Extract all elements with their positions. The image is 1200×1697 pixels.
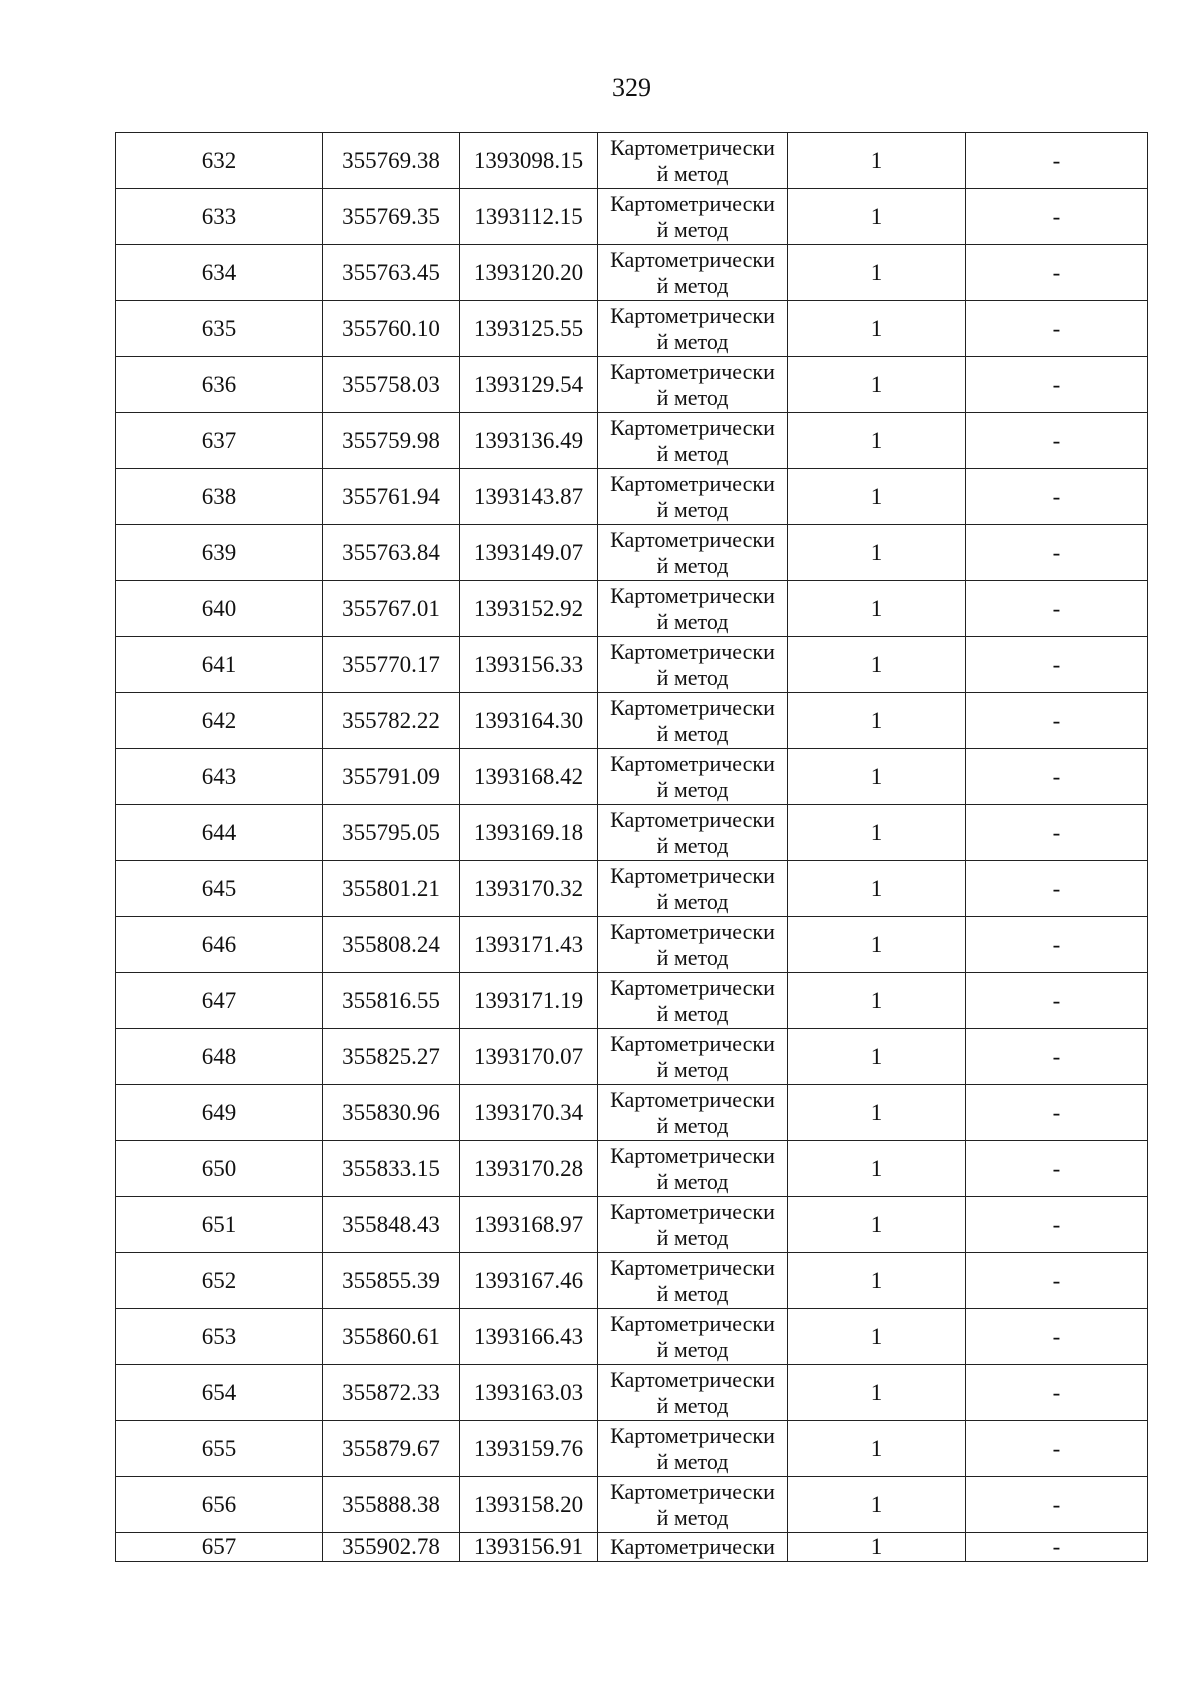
note-cell: - xyxy=(966,1309,1148,1365)
method-text-line2: й метод xyxy=(656,608,729,634)
method-cell xyxy=(598,637,788,693)
precision-cell: 1 xyxy=(788,525,966,581)
y-coordinate-cell: 1393164.30 xyxy=(460,693,598,749)
x-coordinate-cell: 355770.17 xyxy=(323,637,460,693)
method-cell xyxy=(598,469,788,525)
table-row xyxy=(116,973,1148,1029)
y-coordinate-cell: 1393163.03 xyxy=(460,1365,598,1421)
note-cell: - xyxy=(966,245,1148,301)
method-text-line1: Картометрически xyxy=(610,694,775,720)
method-text-line2: й метод xyxy=(656,720,729,746)
note-cell: - xyxy=(966,749,1148,805)
x-coordinate-cell: 355855.39 xyxy=(323,1253,460,1309)
precision-cell: 1 xyxy=(788,1197,966,1253)
method-cell xyxy=(598,1085,788,1141)
note-cell: - xyxy=(966,973,1148,1029)
y-coordinate-cell: 1393152.92 xyxy=(460,581,598,637)
method-text-line1: Картометрически xyxy=(610,1254,775,1280)
y-coordinate-cell: 1393168.97 xyxy=(460,1197,598,1253)
x-coordinate-cell: 355769.35 xyxy=(323,189,460,245)
point-number-cell: 640 xyxy=(116,581,323,637)
method-text-line2: й метод xyxy=(656,272,729,298)
point-number-cell: 647 xyxy=(116,973,323,1029)
x-coordinate-cell: 355825.27 xyxy=(323,1029,460,1085)
method-text-line1: Картометрически xyxy=(610,1198,775,1224)
note-cell: - xyxy=(966,1477,1148,1533)
method-cell xyxy=(598,1477,788,1533)
x-coordinate-cell: 355791.09 xyxy=(323,749,460,805)
y-coordinate-cell: 1393156.33 xyxy=(460,637,598,693)
x-coordinate-cell: 355758.03 xyxy=(323,357,460,413)
table-row xyxy=(116,525,1148,581)
note-cell: - xyxy=(966,1085,1148,1141)
method-text-line2: й метод xyxy=(656,1112,729,1138)
method-text-line2: й метод xyxy=(656,1224,729,1250)
precision-cell: 1 xyxy=(788,189,966,245)
point-number-cell: 636 xyxy=(116,357,323,413)
y-coordinate-cell: 1393120.20 xyxy=(460,245,598,301)
x-coordinate-cell: 355888.38 xyxy=(323,1477,460,1533)
note-cell: - xyxy=(966,917,1148,973)
point-number-cell: 632 xyxy=(116,133,323,189)
page-number: 329 xyxy=(612,73,651,102)
method-text-line2: й метод xyxy=(656,216,729,242)
method-text-line1: Картометрически xyxy=(610,134,775,160)
note-cell: - xyxy=(966,413,1148,469)
x-coordinate-cell: 355760.10 xyxy=(323,301,460,357)
method-text-line2: й метод xyxy=(656,832,729,858)
point-number-cell: 652 xyxy=(116,1253,323,1309)
point-number-cell: 642 xyxy=(116,693,323,749)
method-text-line2: й метод xyxy=(656,888,729,914)
method-text-line2: й метод xyxy=(656,776,729,802)
precision-cell: 1 xyxy=(788,917,966,973)
table-row xyxy=(116,357,1148,413)
precision-cell: 1 xyxy=(788,1029,966,1085)
method-cell xyxy=(598,301,788,357)
y-coordinate-cell: 1393112.15 xyxy=(460,189,598,245)
y-coordinate-cell: 1393156.91 xyxy=(460,1533,598,1562)
y-coordinate-cell: 1393170.07 xyxy=(460,1029,598,1085)
precision-cell: 1 xyxy=(788,805,966,861)
coordinates-table xyxy=(115,132,1148,1562)
method-text-line2: й метод xyxy=(656,552,729,578)
method-cell xyxy=(598,973,788,1029)
point-number-cell: 654 xyxy=(116,1365,323,1421)
point-number-cell: 651 xyxy=(116,1197,323,1253)
table-row xyxy=(116,749,1148,805)
table-row xyxy=(116,1141,1148,1197)
x-coordinate-cell: 355795.05 xyxy=(323,805,460,861)
x-coordinate-cell: 355763.84 xyxy=(323,525,460,581)
precision-cell: 1 xyxy=(788,637,966,693)
method-text-line1: Картометрически xyxy=(610,974,775,1000)
table-row xyxy=(116,1421,1148,1477)
table-row xyxy=(116,1309,1148,1365)
x-coordinate-cell: 355879.67 xyxy=(323,1421,460,1477)
point-number-cell: 643 xyxy=(116,749,323,805)
table-row xyxy=(116,245,1148,301)
y-coordinate-cell: 1393167.46 xyxy=(460,1253,598,1309)
x-coordinate-cell: 355763.45 xyxy=(323,245,460,301)
note-cell: - xyxy=(966,1029,1148,1085)
method-text-line1: Картометрически xyxy=(610,1086,775,1112)
method-text-line2: й метод xyxy=(656,496,729,522)
y-coordinate-cell: 1393171.19 xyxy=(460,973,598,1029)
y-coordinate-cell: 1393170.32 xyxy=(460,861,598,917)
note-cell: - xyxy=(966,357,1148,413)
point-number-cell: 634 xyxy=(116,245,323,301)
table-row xyxy=(116,805,1148,861)
precision-cell: 1 xyxy=(788,973,966,1029)
method-cell xyxy=(598,1029,788,1085)
point-number-cell: 648 xyxy=(116,1029,323,1085)
note-cell: - xyxy=(966,1533,1148,1562)
x-coordinate-cell: 355860.61 xyxy=(323,1309,460,1365)
method-cell xyxy=(598,1365,788,1421)
method-text-line2: й метод xyxy=(656,1056,729,1082)
method-text-line2: й метод xyxy=(656,944,729,970)
method-text-line1: Картометрически xyxy=(610,582,775,608)
x-coordinate-cell: 355767.01 xyxy=(323,581,460,637)
method-text-line2: й метод xyxy=(656,1392,729,1418)
method-text-line1: Картометрически xyxy=(610,358,775,384)
method-cell xyxy=(598,525,788,581)
y-coordinate-cell: 1393170.28 xyxy=(460,1141,598,1197)
x-coordinate-cell: 355808.24 xyxy=(323,917,460,973)
y-coordinate-cell: 1393129.54 xyxy=(460,357,598,413)
method-text-line1: Картометрически xyxy=(610,1030,775,1056)
point-number-cell: 646 xyxy=(116,917,323,973)
method-text-line1: Картометрически xyxy=(610,806,775,832)
precision-cell: 1 xyxy=(788,245,966,301)
note-cell: - xyxy=(966,637,1148,693)
precision-cell: 1 xyxy=(788,1365,966,1421)
precision-cell: 1 xyxy=(788,581,966,637)
method-text-line1: Картометрически xyxy=(610,246,775,272)
table-row xyxy=(116,301,1148,357)
method-text-line1: Картометрически xyxy=(610,862,775,888)
method-cell xyxy=(598,1533,788,1562)
y-coordinate-cell: 1393169.18 xyxy=(460,805,598,861)
method-cell xyxy=(598,861,788,917)
table-body xyxy=(116,133,1148,1562)
method-text-line1: Картометрически xyxy=(610,190,775,216)
note-cell: - xyxy=(966,861,1148,917)
table-row xyxy=(116,413,1148,469)
note-cell: - xyxy=(966,1421,1148,1477)
y-coordinate-cell: 1393170.34 xyxy=(460,1085,598,1141)
method-text-line2: й метод xyxy=(656,664,729,690)
y-coordinate-cell: 1393098.15 xyxy=(460,133,598,189)
method-cell xyxy=(598,693,788,749)
method-text-line2: й метод xyxy=(656,384,729,410)
table-row xyxy=(116,1029,1148,1085)
method-cell xyxy=(598,1309,788,1365)
y-coordinate-cell: 1393159.76 xyxy=(460,1421,598,1477)
note-cell: - xyxy=(966,581,1148,637)
method-text-line1: Картометрически xyxy=(610,918,775,944)
note-cell: - xyxy=(966,1141,1148,1197)
method-text-line1: Картометрически xyxy=(610,414,775,440)
table-row xyxy=(116,693,1148,749)
method-text-line2: й метод xyxy=(656,1000,729,1026)
note-cell: - xyxy=(966,469,1148,525)
method-cell xyxy=(598,1253,788,1309)
x-coordinate-cell: 355801.21 xyxy=(323,861,460,917)
method-cell xyxy=(598,917,788,973)
method-text-line1: Картометрически xyxy=(610,1534,775,1559)
point-number-cell: 645 xyxy=(116,861,323,917)
precision-cell: 1 xyxy=(788,413,966,469)
point-number-cell: 635 xyxy=(116,301,323,357)
precision-cell: 1 xyxy=(788,693,966,749)
y-coordinate-cell: 1393171.43 xyxy=(460,917,598,973)
point-number-cell: 638 xyxy=(116,469,323,525)
x-coordinate-cell: 355769.38 xyxy=(323,133,460,189)
note-cell: - xyxy=(966,1197,1148,1253)
table-row xyxy=(116,1477,1148,1533)
method-text-line2: й метод xyxy=(656,440,729,466)
point-number-cell: 633 xyxy=(116,189,323,245)
table-row xyxy=(116,861,1148,917)
method-text-line2: й метод xyxy=(656,1448,729,1474)
method-text-line2: й метод xyxy=(656,1280,729,1306)
table-row xyxy=(116,1253,1148,1309)
x-coordinate-cell: 355872.33 xyxy=(323,1365,460,1421)
method-text-line2: й метод xyxy=(656,328,729,354)
precision-cell: 1 xyxy=(788,1309,966,1365)
table-row xyxy=(116,1365,1148,1421)
x-coordinate-cell: 355782.22 xyxy=(323,693,460,749)
method-cell xyxy=(598,245,788,301)
y-coordinate-cell: 1393136.49 xyxy=(460,413,598,469)
method-text-line2: й метод xyxy=(656,160,729,186)
x-coordinate-cell: 355759.98 xyxy=(323,413,460,469)
y-coordinate-cell: 1393143.87 xyxy=(460,469,598,525)
method-cell xyxy=(598,413,788,469)
x-coordinate-cell: 355833.15 xyxy=(323,1141,460,1197)
method-cell xyxy=(598,357,788,413)
precision-cell: 1 xyxy=(788,357,966,413)
method-cell xyxy=(598,1421,788,1477)
precision-cell: 1 xyxy=(788,1533,966,1562)
table-row xyxy=(116,133,1148,189)
point-number-cell: 650 xyxy=(116,1141,323,1197)
y-coordinate-cell: 1393166.43 xyxy=(460,1309,598,1365)
precision-cell: 1 xyxy=(788,301,966,357)
point-number-cell: 649 xyxy=(116,1085,323,1141)
table-row xyxy=(116,189,1148,245)
method-text-line1: Картометрически xyxy=(610,1366,775,1392)
method-cell xyxy=(598,133,788,189)
precision-cell: 1 xyxy=(788,1253,966,1309)
y-coordinate-cell: 1393125.55 xyxy=(460,301,598,357)
note-cell: - xyxy=(966,805,1148,861)
method-text-line1: Картометрически xyxy=(610,1478,775,1504)
method-text-line1: Картометрически xyxy=(610,1310,775,1336)
table-row xyxy=(116,469,1148,525)
method-text-line1: Картометрически xyxy=(610,638,775,664)
method-text-line2: й метод xyxy=(656,1336,729,1362)
x-coordinate-cell: 355761.94 xyxy=(323,469,460,525)
method-text-line2: й метод xyxy=(656,1504,729,1530)
precision-cell: 1 xyxy=(788,469,966,525)
precision-cell: 1 xyxy=(788,861,966,917)
method-cell xyxy=(598,749,788,805)
precision-cell: 1 xyxy=(788,1421,966,1477)
note-cell: - xyxy=(966,1253,1148,1309)
table-row xyxy=(116,1533,1148,1562)
x-coordinate-cell: 355848.43 xyxy=(323,1197,460,1253)
table-row xyxy=(116,581,1148,637)
method-text-line1: Картометрически xyxy=(610,1422,775,1448)
point-number-cell: 653 xyxy=(116,1309,323,1365)
precision-cell: 1 xyxy=(788,1085,966,1141)
precision-cell: 1 xyxy=(788,133,966,189)
method-text-line1: Картометрически xyxy=(610,302,775,328)
method-cell xyxy=(598,581,788,637)
point-number-cell: 655 xyxy=(116,1421,323,1477)
point-number-cell: 639 xyxy=(116,525,323,581)
method-cell xyxy=(598,1197,788,1253)
precision-cell: 1 xyxy=(788,1477,966,1533)
point-number-cell: 644 xyxy=(116,805,323,861)
note-cell: - xyxy=(966,1365,1148,1421)
method-text-line2: й метод xyxy=(656,1168,729,1194)
method-cell xyxy=(598,189,788,245)
x-coordinate-cell: 355902.78 xyxy=(323,1533,460,1562)
method-text-line1: Картометрически xyxy=(610,1142,775,1168)
table-row xyxy=(116,1085,1148,1141)
table-row xyxy=(116,1197,1148,1253)
point-number-cell: 637 xyxy=(116,413,323,469)
precision-cell: 1 xyxy=(788,749,966,805)
point-number-cell: 641 xyxy=(116,637,323,693)
precision-cell: 1 xyxy=(788,1141,966,1197)
x-coordinate-cell: 355830.96 xyxy=(323,1085,460,1141)
method-text-line1: Картометрически xyxy=(610,470,775,496)
y-coordinate-cell: 1393168.42 xyxy=(460,749,598,805)
note-cell: - xyxy=(966,133,1148,189)
x-coordinate-cell: 355816.55 xyxy=(323,973,460,1029)
method-text-line1: Картометрически xyxy=(610,750,775,776)
method-cell xyxy=(598,805,788,861)
point-number-cell: 657 xyxy=(116,1533,323,1562)
note-cell: - xyxy=(966,189,1148,245)
table-row xyxy=(116,637,1148,693)
method-text-line1: Картометрически xyxy=(610,526,775,552)
y-coordinate-cell: 1393158.20 xyxy=(460,1477,598,1533)
table-row xyxy=(116,917,1148,973)
note-cell: - xyxy=(966,301,1148,357)
note-cell: - xyxy=(966,525,1148,581)
point-number-cell: 656 xyxy=(116,1477,323,1533)
method-cell xyxy=(598,1141,788,1197)
note-cell: - xyxy=(966,693,1148,749)
y-coordinate-cell: 1393149.07 xyxy=(460,525,598,581)
